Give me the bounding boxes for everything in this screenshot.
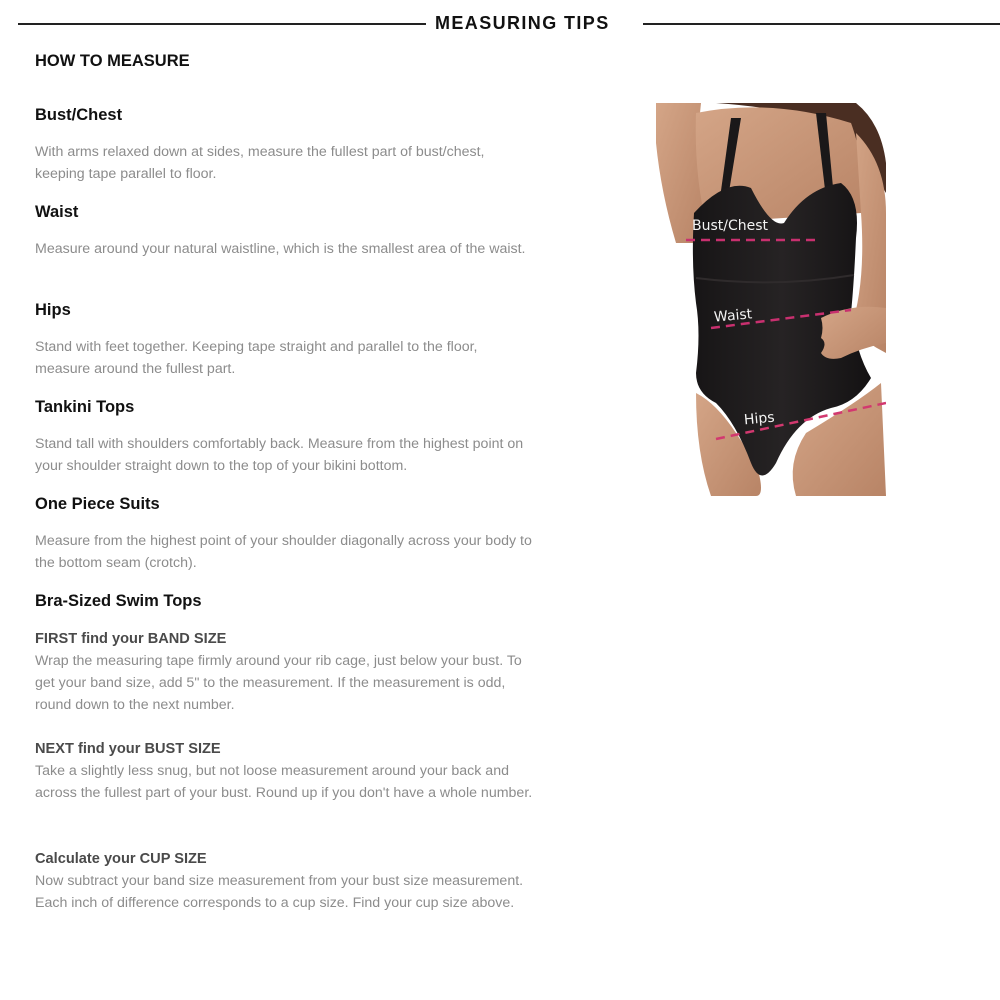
how-to-measure-heading: HOW TO MEASURE [35,52,190,70]
section-title: Bust/Chest [35,106,123,124]
section-bra-sized-swim-tops [35,590,535,612]
step-title: FIRST find your BAND SIZE [35,631,227,647]
step-band-size [35,628,535,716]
bust-chest-label: Bust/Chest [692,218,769,234]
step-bust-size [35,738,535,804]
section-text: Measure around your natural waistline, which is the smallest area of the waist. [35,241,526,257]
step-text: Now subtract your band size measurement from your bust size measurement. Each inch of difference corresponds to a cup size. Find your cup size above. [35,873,524,911]
step-title: Calculate your CUP SIZE [35,851,207,867]
measurement-illustration [656,103,886,496]
step-text: Take a slightly less snug, but not loose measurement around your back and across the fullest part of your bust. Round up if you don't have a whole number. [35,763,533,801]
section-waist [35,201,535,260]
section-title: Hips [35,301,71,319]
section-bust-chest [35,104,535,185]
step-cup-size [35,848,535,914]
hips-label: Hips [743,409,776,429]
section-one-piece-suits [35,493,535,574]
step-title: NEXT find your BUST SIZE [35,741,221,757]
section-text: With arms relaxed down at sides, measure the fullest part of bust/chest, keeping tape parallel to floor. [35,144,485,182]
section-text: Measure from the highest point of your shoulder diagonally across your body to the bottom seam (crotch). [35,533,532,571]
section-title: One Piece Suits [35,495,160,513]
header-rule-left [18,23,426,25]
waist-label: Waist [713,306,753,326]
section-title: Waist [35,203,79,221]
section-hips [35,299,535,380]
page-title: MEASURING TIPS [435,13,610,33]
swimsuit-figure-image [656,103,886,496]
step-text: Wrap the measuring tape firmly around your rib cage, just below your bust. To get your band size, add 5" to the measurement. If the measurement is odd, round down to the next number. [35,653,522,713]
section-text: Stand with feet together. Keeping tape straight and parallel to the floor, measure around the fullest part. [35,339,478,377]
section-tankini-tops [35,396,535,477]
header-rule-right [643,23,1000,25]
section-title: Tankini Tops [35,398,135,416]
section-title: Bra-Sized Swim Tops [35,592,202,610]
page-header [0,10,1000,38]
measuring-instructions [35,50,535,911]
section-text: Stand tall with shoulders comfortably back. Measure from the highest point on your shoulder straight down to the top of your bikini bottom. [35,436,524,474]
